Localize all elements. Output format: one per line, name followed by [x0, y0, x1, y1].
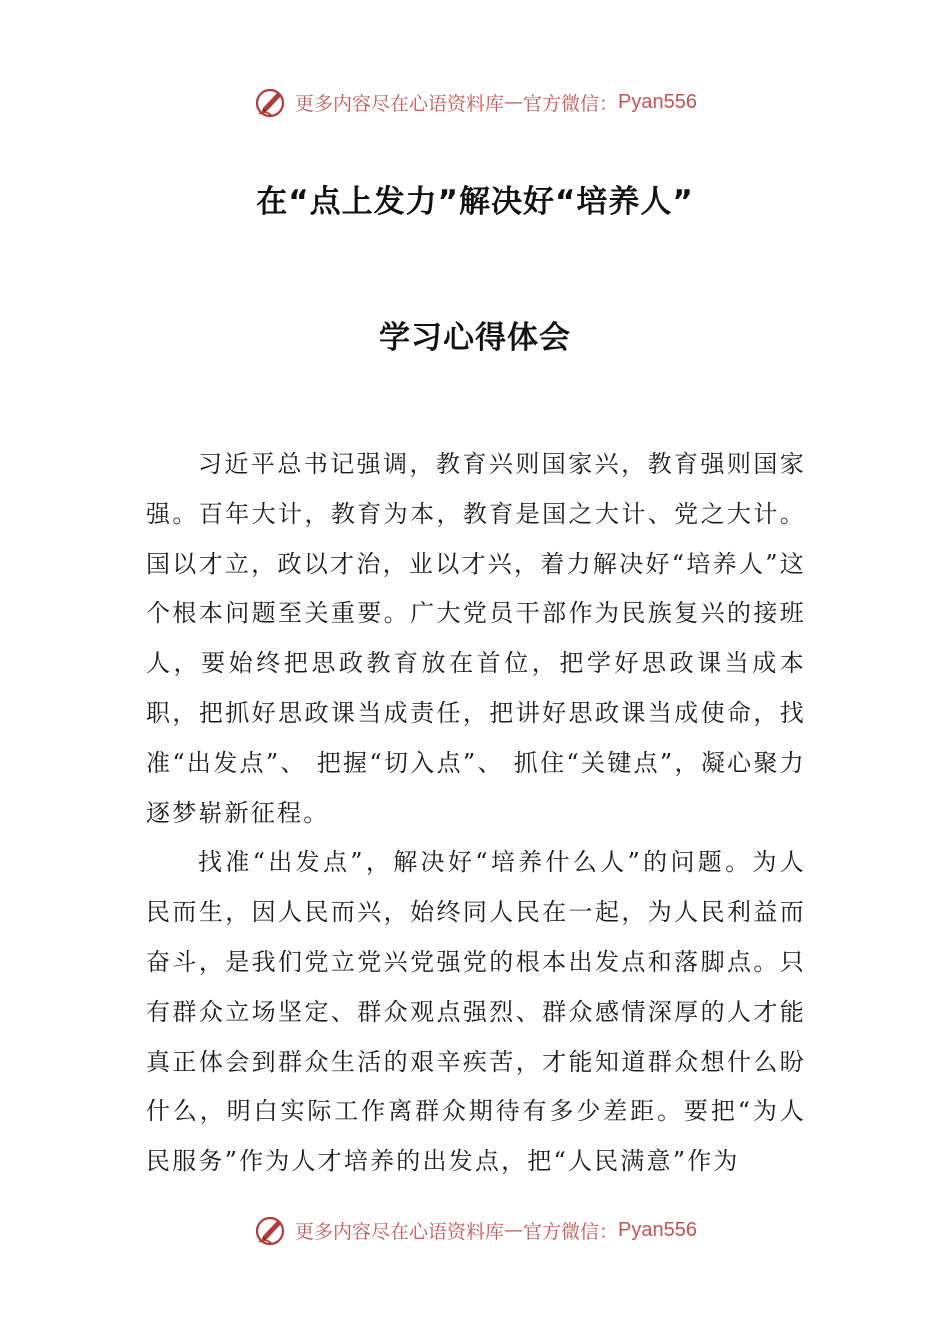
watermark-separator: —: [504, 1219, 524, 1241]
paragraph: 找准“出发点”，解决好“培养什么人”的问题。为人民而生，因人民而兴，始终同人民在一起，为人民利益而奋斗，是我们党立党兴党强党的根本出发点和落脚点。只有群众立场坚定、群众观点强烈、群众感情深厚的人才能真正体会到群众生活的艰辛疾苦，才能知道群众想什么盼什么，明白实际工作离群众期待有多少差距。要把“为人民服务”作为人才培养的出发点，把“人民满意”作为: [146, 848, 806, 1176]
watermark-wechat-id: Pyan556: [618, 90, 697, 113]
watermark-separator: —: [504, 91, 524, 113]
header-watermark: [0, 82, 950, 122]
paragraph: 习近平总书记强调，教育兴则国家兴，教育强则国家强。百年大计，教育为本，教育是国之大计、党之大计。国以才立，政以才治，业以才兴，着力解决好“培养人”这个根本问题至关重要。广大党员干部作为民族复兴的接班人，要始终把思政教育放在首位，把学好思政课当成本职，把抓好思政课当成责任，把讲好思政课当成使命，找准“出发点”、 把握“切入点”、 抓住“关键点”，凝心聚力逐梦崭新征程。: [146, 450, 806, 827]
document-title-line1: 在“点上发力”解决好“培养人”: [256, 184, 694, 220]
watermark-wechat-id: Pyan556: [618, 1218, 697, 1241]
watermark-wechat-label: 官方微信：: [523, 92, 619, 115]
watermark-site-text: 更多内容尽在心语资料库: [295, 1220, 505, 1243]
watermark-site-text: 更多内容尽在心语资料库: [295, 92, 505, 115]
pen-circle-logo-icon: [253, 84, 289, 120]
document-title-line2: 学习心得体会: [379, 320, 571, 356]
footer-watermark: [0, 1210, 950, 1250]
pen-circle-logo-icon: [253, 1212, 289, 1248]
watermark-wechat-label: 官方微信：: [523, 1220, 619, 1243]
document-body: [146, 440, 806, 1187]
